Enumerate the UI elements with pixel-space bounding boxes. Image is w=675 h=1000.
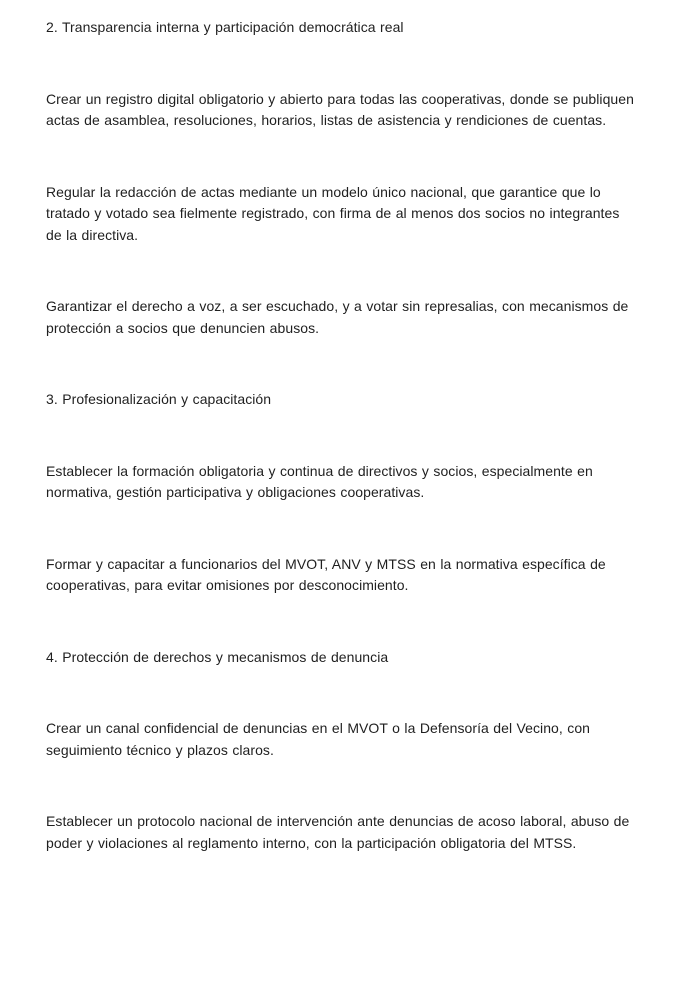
paragraph-registro-digital: Crear un registro digital obligatorio y abierto para todas las cooperativas, donde se publiquen actas de asamblea, resoluciones, horarios, listas de asistencia y rendiciones de cuentas. — [46, 90, 634, 128]
paragraph-formacion-obligatoria: Establecer la formación obligatoria y continua de directivos y socios, especialmente en normativa, gestión participativa y obligaciones cooperativas. — [46, 462, 593, 500]
section-heading-2: 2. Transparencia interna y participación democrática real — [46, 19, 404, 35]
paragraph-redaccion-actas: Regular la redacción de actas mediante un modelo único nacional, que garantice que lo tratado y votado sea fielmente registrado, con firma de al menos dos socios no integrantes de la directiva. — [46, 183, 620, 243]
paragraph-protocolo-intervencion: Establecer un protocolo nacional de intervención ante denuncias de acoso laboral, abuso de poder y violaciones al reglamento interno, con la participación obligatoria del MTSS. — [46, 813, 630, 851]
section-heading-4: 4. Protección de derechos y mecanismos de denuncia — [46, 648, 389, 665]
paragraph-canal-denuncias: Crear un canal confidencial de denuncias en el MVOT o la Defensoría del Vecino, con seguimiento técnico y plazos claros. — [46, 720, 590, 758]
paragraph-capacitar-funcionarios: Formar y capacitar a funcionarios del MVOT, ANV y MTSS en la normativa específica de cooperativas, para evitar omisiones por desconocimiento. — [46, 555, 606, 593]
section-heading-3: 3. Profesionalización y capacitación — [46, 391, 272, 407]
paragraph-derecho-voz: Garantizar el derecho a voz, a ser escuchado, y a votar sin represalias, con mecanismos de protección a socios que denuncien abusos. — [46, 298, 629, 336]
